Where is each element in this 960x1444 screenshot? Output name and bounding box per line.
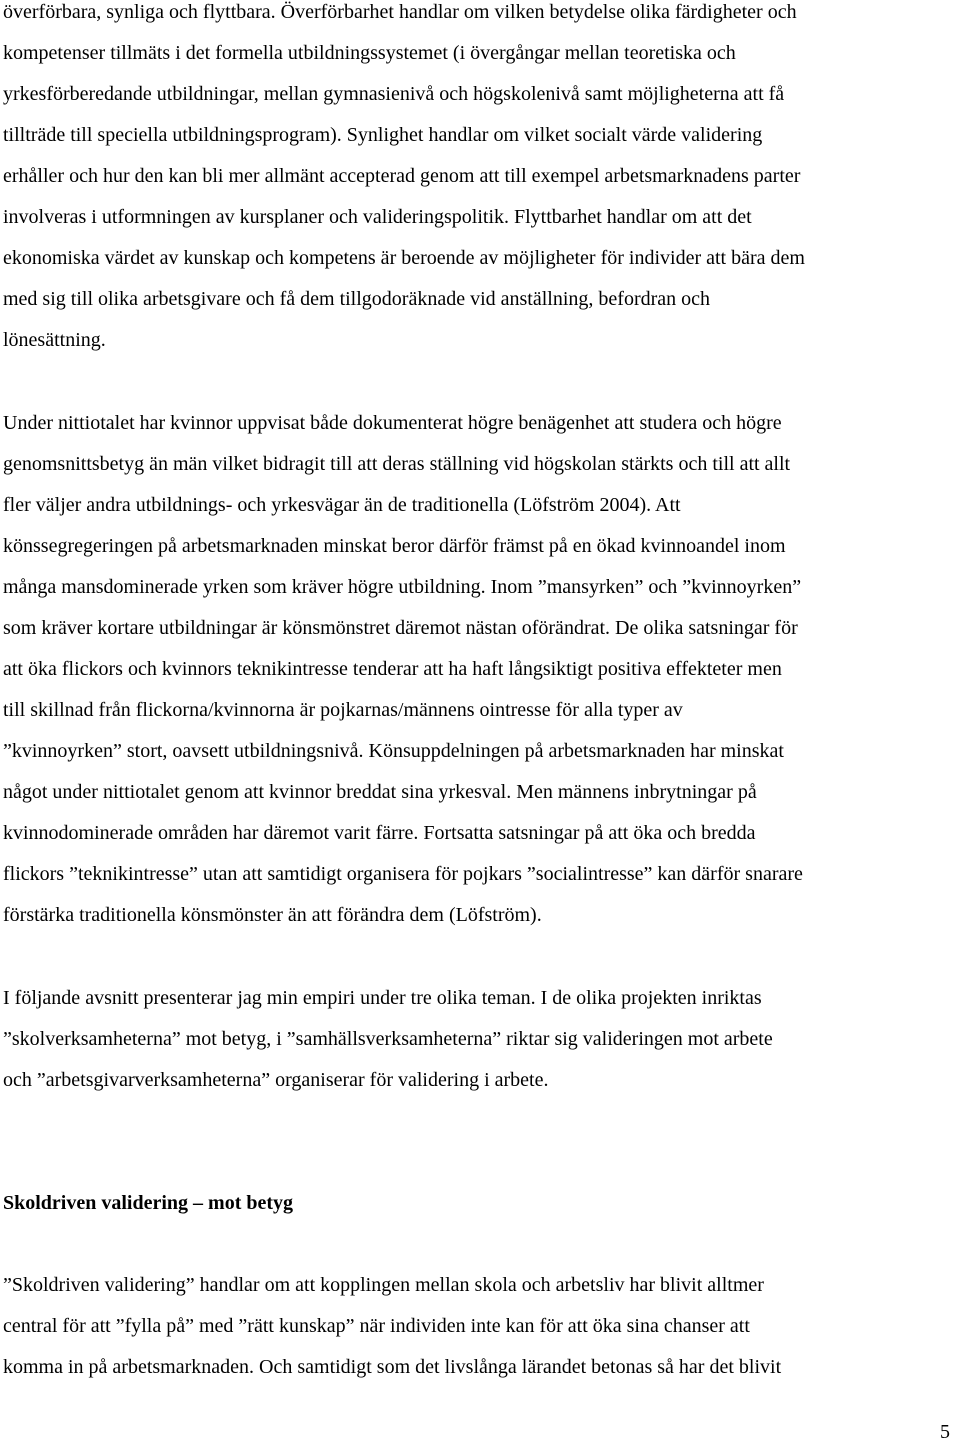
text-line: yrkesförberedande utbildningar, mellan gymnasienivå och högskolenivå samt möjligheterna att få — [3, 83, 785, 105]
text-line: överförbara, synliga och flyttbara. Överförbarhet handlar om vilken betydelse olika färdigheter och — [3, 1, 797, 23]
text-line: många mansdominerade yrken som kräver högre utbildning. Inom ”mansyrken” och ”kvinnoyrken” — [3, 576, 802, 598]
text-line: genomsnittsbetyg än män vilket bidragit till att deras ställning vid högskolan stärkts och till att allt — [3, 453, 791, 475]
text-line: könssegregeringen på arbetsmarknaden minskat beror därför främst på en ökad kvinnoandel inom — [3, 535, 786, 557]
text-line: något under nittiotalet genom att kvinnor breddat sina yrkesval. Men männens inbrytningar på — [3, 781, 757, 803]
text-line: flickors ”teknikintresse” utan att samtidigt organisera för pojkars ”socialintresse” kan därför snarare — [3, 863, 803, 885]
text-line: och ”arbetsgivarverksamheterna” organiserar för validering i arbete. — [3, 1069, 549, 1091]
section-heading: Skoldriven validering – mot betyg — [3, 1192, 294, 1214]
text-line: fler väljer andra utbildnings- och yrkesvägar än de traditionella (Löfström 2004). Att — [3, 494, 681, 516]
text-line: ”Skoldriven validering” handlar om att kopplingen mellan skola och arbetsliv har blivit alltmer — [3, 1274, 764, 1296]
text-line: ”kvinnoyrken” stort, oavsett utbildningsnivå. Könsuppdelningen på arbetsmarknaden har minskat — [3, 740, 784, 762]
text-line: att öka flickors och kvinnors teknikintresse tenderar att ha haft långsiktigt positiva effekteter men — [3, 658, 782, 680]
text-line: kvinnodominerade områden har däremot varit färre. Fortsatta satsningar på att öka och bredda — [3, 822, 756, 844]
text-line: erhåller och hur den kan bli mer allmänt accepterad genom att till exempel arbetsmarknadens parter — [3, 165, 801, 187]
text-line: ekonomiska värdet av kunskap och kompetens är beroende av möjligheter för individer att bära dem — [3, 247, 805, 269]
page-number: 5 — [940, 1421, 950, 1443]
text-line: involveras i utformningen av kursplaner och valideringspolitik. Flyttbarhet handlar om att det — [3, 206, 752, 228]
text-line: I följande avsnitt presenterar jag min empiri under tre olika teman. I de olika projekten inriktas — [3, 987, 762, 1009]
text-line: komma in på arbetsmarknaden. Och samtidigt som det livslånga lärandet betonas så har det blivit — [3, 1356, 782, 1378]
text-line: med sig till olika arbetsgivare och få dem tillgodoräknade vid anställning, befordran och — [3, 288, 711, 310]
text-line: ”skolverksamheterna” mot betyg, i ”samhällsverksamheterna” riktar sig valideringen mot arbete — [3, 1028, 773, 1050]
text-line: central för att ”fylla på” med ”rätt kunskap” när individen inte kan för att öka sina chanser att — [3, 1315, 750, 1337]
text-line: lönesättning. — [3, 329, 106, 351]
text-line: Under nittiotalet har kvinnor uppvisat både dokumenterat högre benägenhet att studera och högre — [3, 412, 782, 434]
text-line: förstärka traditionella könsmönster än att förändra dem (Löfström). — [3, 904, 542, 926]
text-line: kompetenser tillmäts i det formella utbildningssystemet (i övergångar mellan teoretiska och — [3, 42, 736, 64]
text-line: till skillnad från flickorna/kvinnorna är pojkarnas/männens ointresse för alla typer av — [3, 699, 683, 721]
text-line: tillträde till speciella utbildningsprogram). Synlighet handlar om vilket socialt värde validering — [3, 124, 763, 146]
text-line: som kräver kortare utbildningar är könsmönstret däremot nästan oförändrat. De olika satsningar för — [3, 617, 798, 639]
